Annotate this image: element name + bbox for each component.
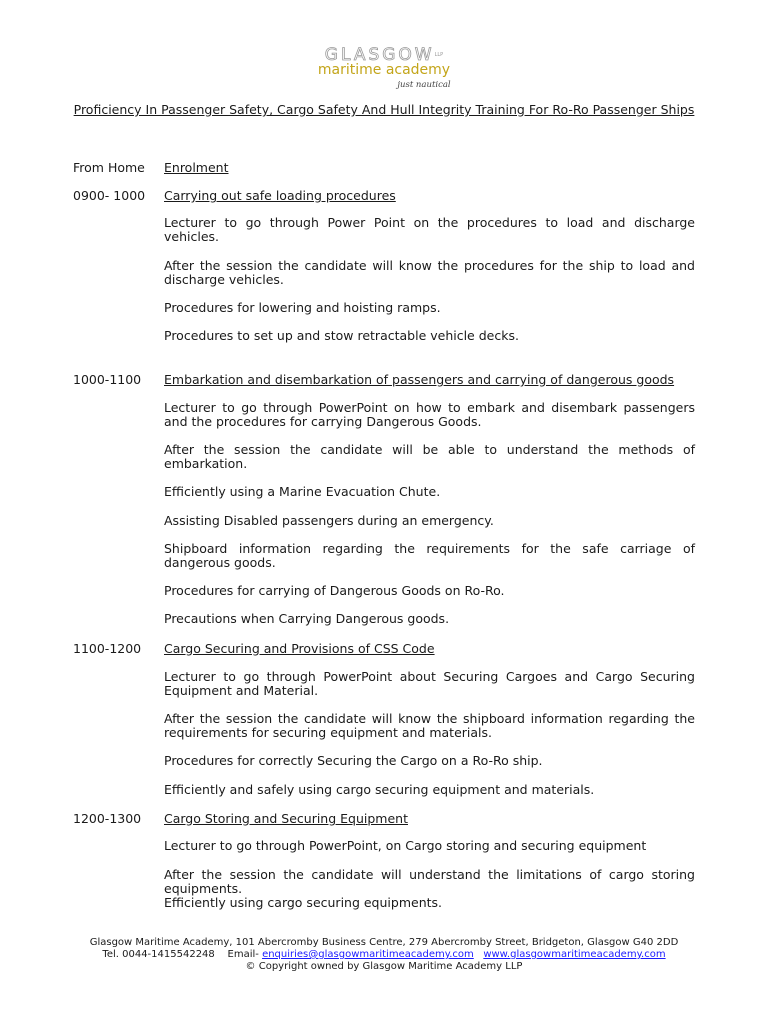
paragraph: Procedures for carrying of Dangerous Goods on Ro-Ro. <box>164 583 505 598</box>
paragraph: Efficiently using a Marine Evacuation Chute. <box>164 484 441 499</box>
paragraph: After the session the candidate will understand the limitations of cargo storing equipments. <box>164 867 695 896</box>
footer-address: Glasgow Maritime Academy, 101 Abercromby Business Centre, 279 Abercromby Street, Bridgeton, Glasgow G40 2DD <box>89 937 679 948</box>
footer-contact <box>0 949 768 961</box>
footer-website-link[interactable]: www.glasgowmaritimeacademy.com <box>483 949 666 960</box>
logo-tagline: just nautical <box>397 80 451 90</box>
paragraph: After the session the candidate will know the shipboard information regarding the requirements for securing equipment and materials. <box>164 711 695 740</box>
logo-wordmark: $GLASGOW^{LLP}$ <box>324 45 444 65</box>
paragraph: Lecturer to go through PowerPoint on how to embark and disembark passengers and the procedures for carrying Dangerous Goods. <box>164 400 695 429</box>
paragraph: Procedures to set up and stow retractable vehicle decks. <box>164 328 519 343</box>
paragraph: Precautions when Carrying Dangerous goods. <box>164 611 450 626</box>
logo-subtitle: maritime academy <box>317 62 451 78</box>
logo-llp: LLP <box>434 52 444 58</box>
paragraph: Lecturer to go through PowerPoint, on Cargo storing and securing equipment <box>164 838 647 853</box>
session-heading: Cargo Storing and Securing Equipment <box>164 811 408 826</box>
paragraph: After the session the candidate will know the procedures for the ship to load and discharge vehicles. <box>164 258 695 287</box>
paragraph: Procedures for correctly Securing the Cargo on a Ro-Ro ship. <box>164 753 543 768</box>
paragraph: Efficiently using cargo securing equipments. <box>164 895 443 910</box>
session-heading: Enrolment <box>164 160 229 175</box>
footer-tel: Tel. 0044-1415542248 <box>102 949 215 960</box>
paragraph: Procedures for lowering and hoisting ramps. <box>164 300 441 315</box>
paragraph: Lecturer to go through Power Point on the procedures to load and discharge vehicles. <box>164 215 695 244</box>
academy-logo <box>0 46 768 90</box>
paragraph: After the session the candidate will be able to understand the methods of embarkation. <box>164 442 695 471</box>
footer-email-link[interactable]: enquiries@glasgowmaritimeacademy.com <box>262 949 474 960</box>
paragraph: Assisting Disabled passengers during an emergency. <box>164 513 494 528</box>
session-time: 1200-1300 <box>73 811 142 826</box>
session-heading: Cargo Securing and Provisions of CSS Code <box>164 641 435 656</box>
paragraph: Shipboard information regarding the requirements for the safe carriage of dangerous goods. <box>164 541 695 570</box>
session-time: 1100-1200 <box>73 641 142 656</box>
session-time: From Home <box>73 160 145 175</box>
paragraph: Efficiently and safely using cargo securing equipment and materials. <box>164 782 595 797</box>
footer-email-label: Email- <box>227 949 259 960</box>
footer-copyright: © Copyright owned by Glasgow Maritime Academy LLP <box>245 961 523 972</box>
document-title: Proficiency In Passenger Safety, Cargo Safety And Hull Integrity Training For Ro-Ro Passenger Ships <box>73 102 695 117</box>
page-footer <box>0 937 768 973</box>
session-heading: Embarkation and disembarkation of passengers and carrying of dangerous goods <box>164 372 675 387</box>
session-time: 0900- 1000 <box>73 188 146 203</box>
session-time: 1000-1100 <box>73 372 142 387</box>
paragraph: Lecturer to go through PowerPoint about Securing Cargoes and Cargo Securing Equipment and Material. <box>164 669 695 698</box>
session-heading: Carrying out safe loading procedures <box>164 188 396 203</box>
